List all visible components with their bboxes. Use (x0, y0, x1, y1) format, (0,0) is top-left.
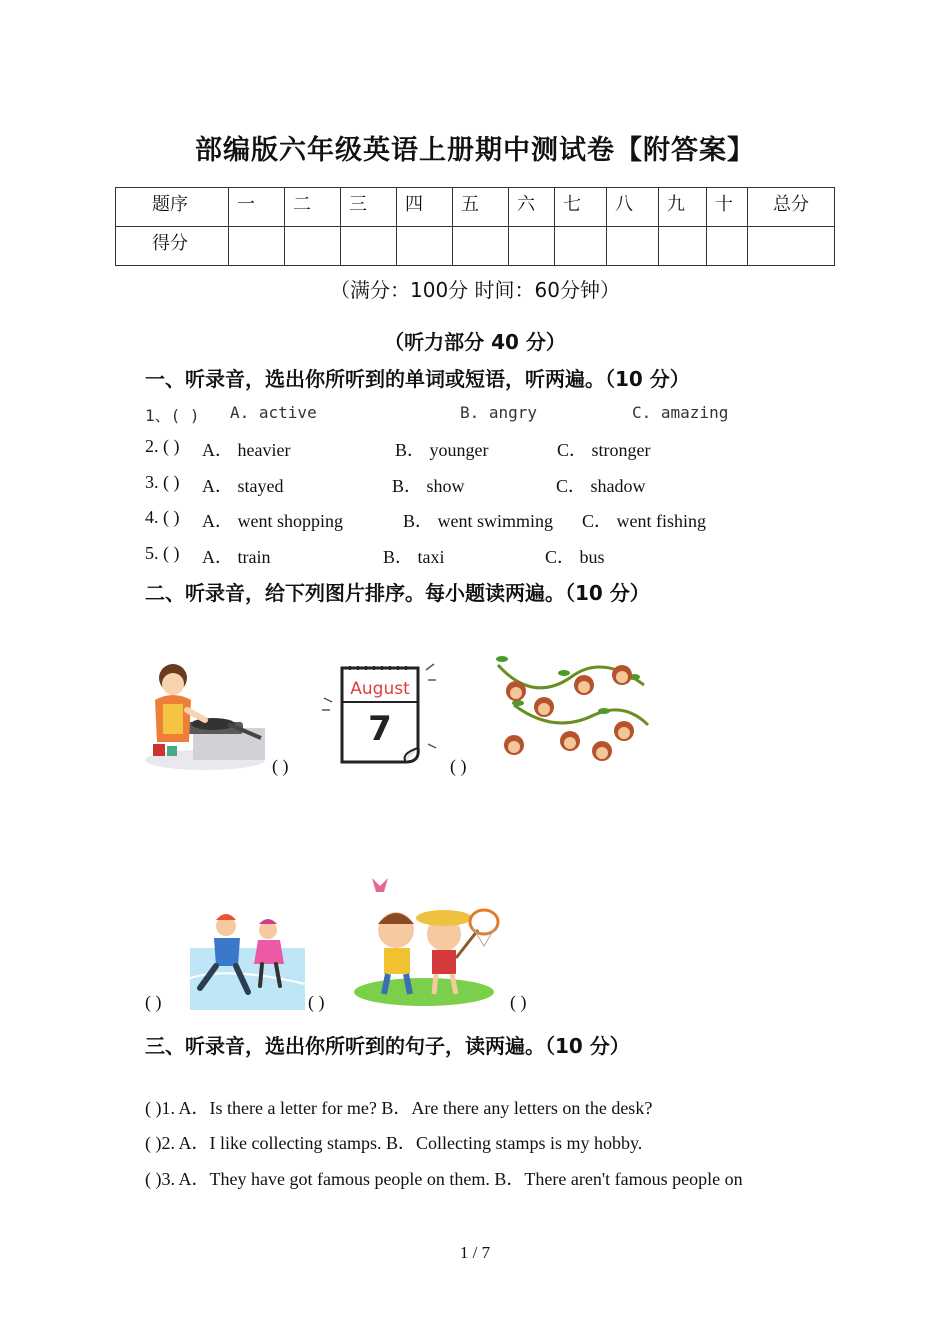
answer-blank[interactable]: ( ) (308, 992, 325, 1012)
score-input-cell[interactable] (607, 227, 659, 266)
monkeys-picture (494, 645, 652, 773)
score-table-score-row (116, 227, 835, 266)
butterfly-catching-picture (352, 872, 504, 1010)
table-cell: 六 (509, 188, 555, 227)
q1-number: 1、( ) (145, 406, 200, 425)
score-input-cell[interactable] (341, 227, 397, 266)
score-input-cell[interactable] (285, 227, 341, 266)
table-cell: 十 (707, 188, 748, 227)
table-cell: 一 (229, 188, 285, 227)
table-cell: 二 (285, 188, 341, 227)
q3-number: 3. ( ) (145, 472, 180, 492)
q3-option-a[interactable]: A． stayed (202, 476, 284, 496)
q1-option-a[interactable]: A. active (230, 403, 317, 422)
q2-option-c[interactable]: C． stronger (557, 440, 651, 460)
score-input-cell[interactable] (748, 227, 835, 266)
score-table-header-row (116, 188, 835, 227)
q4-option-b[interactable]: B． went swimming (403, 511, 554, 531)
q1-option-b[interactable]: B. angry (460, 403, 538, 422)
section3-question-3: ( )3. A．They have got famous people on them. B．There aren't famous people on (145, 1169, 743, 1189)
table-cell: 四 (397, 188, 453, 227)
q4-number: 4. ( ) (145, 507, 180, 527)
answer-blank[interactable]: ( ) (450, 756, 467, 776)
score-input-cell[interactable] (659, 227, 707, 266)
section3-question-1: ( )1. A．Is there a letter for me? B．Are there any letters on the desk? (145, 1098, 653, 1118)
table-cell: 五 (453, 188, 509, 227)
table-cell: 三 (341, 188, 397, 227)
exam-meta: （满分：100分 时间：60分钟） (330, 278, 620, 302)
calendar-month: August (350, 679, 410, 699)
skating-children-picture (190, 908, 305, 1010)
q2-option-a[interactable]: A． heavier (202, 440, 291, 460)
q5-option-c[interactable]: C． bus (545, 547, 605, 567)
page-number: 1 / 7 (459, 1243, 491, 1262)
q2-option-b[interactable]: B． younger (395, 440, 489, 460)
score-input-cell[interactable] (555, 227, 607, 266)
score-input-cell[interactable] (509, 227, 555, 266)
q3-option-b[interactable]: B． show (392, 476, 465, 496)
answer-blank[interactable]: ( ) (272, 756, 289, 776)
section1-heading: 一、听录音，选出你所听到的单词或短语，听两遍。（10 分） (145, 367, 690, 391)
cooking-woman-picture (143, 660, 268, 775)
section3-heading: 三、听录音，选出你所听到的句子，读两遍。（10 分） (145, 1034, 630, 1058)
section2-heading: 二、听录音，给下列图片排序。每小题读两遍。（10 分） (145, 581, 650, 605)
answer-blank[interactable]: ( ) (510, 992, 527, 1012)
score-input-cell[interactable] (707, 227, 748, 266)
score-table (115, 187, 835, 266)
section3-question-2: ( )2. A．I like collecting stamps. B．Collecting stamps is my hobby. (145, 1133, 643, 1153)
q3-option-c[interactable]: C． shadow (556, 476, 646, 496)
q5-option-b[interactable]: B． taxi (383, 547, 445, 567)
q1-option-c[interactable]: C. amazing (632, 403, 729, 422)
q5-number: 5. ( ) (145, 543, 180, 563)
table-cell: 题序 (116, 188, 229, 227)
q2-number: 2. ( ) (145, 436, 180, 456)
calendar-picture (320, 658, 438, 770)
answer-blank[interactable]: ( ) (145, 992, 162, 1012)
listening-header: （听力部分 40 分） (384, 330, 566, 354)
score-input-cell[interactable] (229, 227, 285, 266)
q4-option-a[interactable]: A． went shopping (202, 511, 343, 531)
q5-option-a[interactable]: A． train (202, 547, 271, 567)
table-cell: 七 (555, 188, 607, 227)
q4-option-c[interactable]: C． went fishing (582, 511, 706, 531)
score-input-cell[interactable] (397, 227, 453, 266)
page-title: 部编版六年级英语上册期中测试卷【附答案】 (195, 135, 755, 166)
table-cell: 八 (607, 188, 659, 227)
calendar-day: 7 (368, 709, 392, 749)
table-cell: 九 (659, 188, 707, 227)
table-cell: 得分 (116, 227, 229, 266)
table-cell: 总分 (748, 188, 835, 227)
score-input-cell[interactable] (453, 227, 509, 266)
